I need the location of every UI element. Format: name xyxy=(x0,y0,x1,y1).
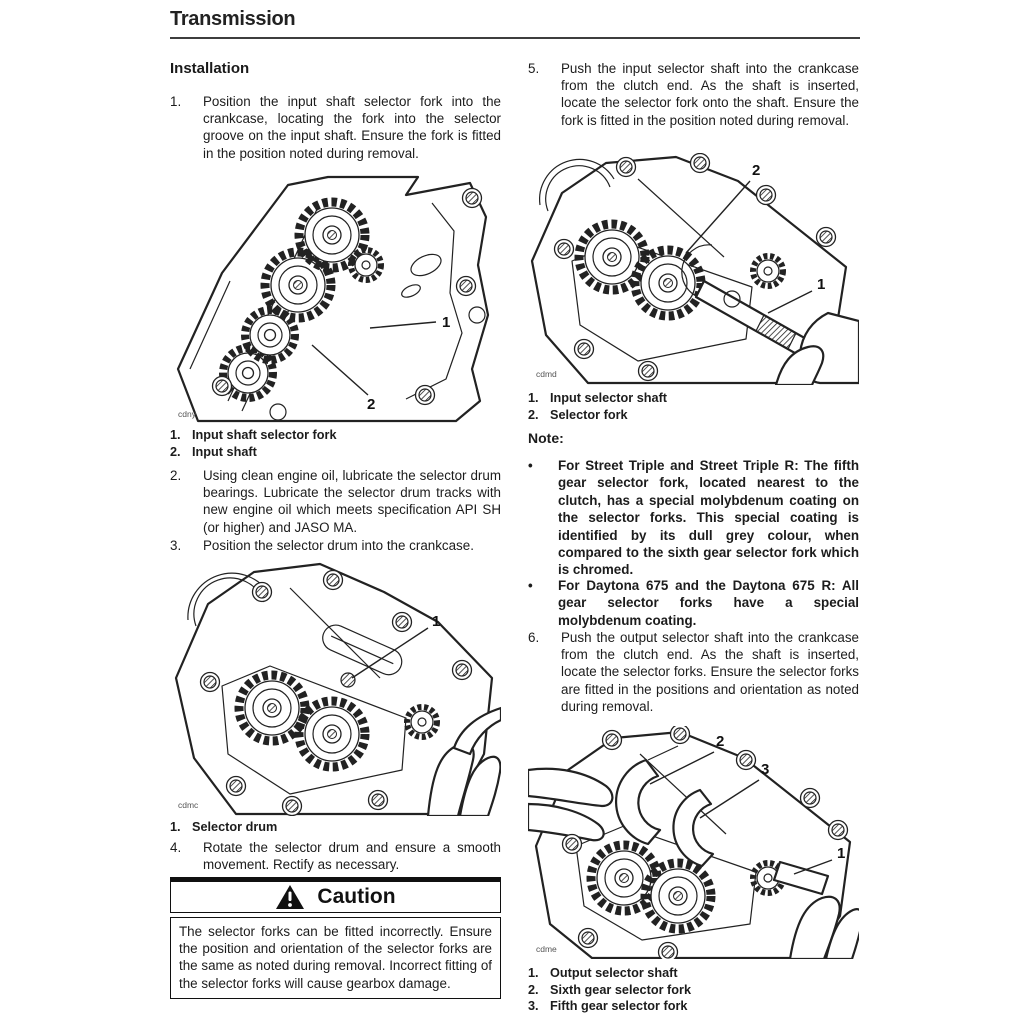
figure4-code: cdme xyxy=(536,944,557,954)
bolt-hole xyxy=(617,158,636,177)
caption-line xyxy=(528,998,859,1015)
step-3-number: 3. xyxy=(170,538,182,553)
note-bullet-1-text: For Street Triple and Street Triple R: The fifth gear selector fork, located nearest to the clutch, has a special molybdenum coating on the selector forks. This special coating is identified by its dull grey colour, when compared to the sixth gear selector fork which is chromed. xyxy=(558,458,859,578)
step-5-text: Push the input selector shaft into the crankcase from the clutch end. As the shaft is inserted, locate the selector fork onto the shaft. Ensure the fork is fitted in the position noted during removal. xyxy=(561,61,859,128)
figure4-caption xyxy=(528,965,859,1015)
figure4-callout-1: 1 xyxy=(837,845,846,862)
figure1-callout-1: 1 xyxy=(442,314,451,331)
caption-label: Selector fork xyxy=(550,407,628,422)
caption-number: 1. xyxy=(170,428,181,442)
section-heading-installation: Installation xyxy=(170,60,250,77)
caption-line xyxy=(170,819,501,836)
step-5 xyxy=(528,60,859,129)
caption-line xyxy=(170,427,501,444)
caution-box xyxy=(170,877,501,999)
caption-label: Output selector shaft xyxy=(550,966,678,980)
caption-label: Sixth gear selector fork xyxy=(550,982,692,997)
step-5-number: 5. xyxy=(528,61,540,76)
step-1-text: Position the input shaft selector fork into the crankcase, locating the fork into the selector groove on the input shaft. Ensure the fork is fitted in the position noted during removal. xyxy=(203,94,501,161)
figure2-callout-1: 1 xyxy=(432,613,441,630)
figure3-callout-1: 1 xyxy=(817,276,826,293)
caption-number: 2. xyxy=(170,444,181,459)
caption-number: 2. xyxy=(528,407,539,422)
caption-number: 3. xyxy=(528,999,539,1014)
figure1-code: cdny xyxy=(178,409,196,419)
figure4-callout-2: 2 xyxy=(716,733,725,750)
step-3 xyxy=(170,537,501,554)
caption-label: Selector drum xyxy=(192,820,278,834)
caution-title: Caution xyxy=(317,885,396,908)
figure-input-shaft-selector-fork xyxy=(170,173,501,425)
caption-line xyxy=(528,390,859,407)
step-6 xyxy=(528,629,859,715)
figure-selector-drum xyxy=(170,558,501,816)
note-bullet-2 xyxy=(528,577,859,629)
figure2-caption xyxy=(170,819,501,836)
step-6-text: Push the output selector shaft into the crankcase from the clutch end. As the shaft is inserted, locate the selector forks. Ensure the selector forks are fitted in the positions and orientation as noted during removal. xyxy=(561,630,859,714)
caption-line xyxy=(528,965,859,982)
page-title: Transmission xyxy=(170,8,296,30)
figure1-callout-2: 2 xyxy=(367,396,376,413)
bolt-hole xyxy=(603,731,622,750)
step-4 xyxy=(170,839,501,873)
caution-body-text: The selector forks can be fitted incorrectly. Ensure the position and orientation of the selector forks are the same as noted during removal. Incorrect fitting of the selector forks will cause gearbox damage. xyxy=(170,917,501,999)
bolt-hole xyxy=(463,189,482,208)
figure3-callout-2: 2 xyxy=(752,162,761,179)
caption-number: 1. xyxy=(528,966,539,980)
figure3-caption xyxy=(528,390,859,423)
step-3-text: Position the selector drum into the crankcase. xyxy=(203,538,474,553)
figure4-callout-3: 3 xyxy=(761,761,770,778)
step-2-text: Using clean engine oil, lubricate the selector drum bearings. Lubricate the selector drum tracks with new engine oil which meets specification API SH (or higher) and JASO MA. xyxy=(203,468,501,535)
caption-line xyxy=(170,444,501,461)
figure-input-selector-shaft xyxy=(528,153,859,385)
figure1-caption xyxy=(170,427,501,460)
step-6-number: 6. xyxy=(528,630,540,645)
caution-warning-icon xyxy=(275,884,305,910)
caution-header xyxy=(170,877,501,913)
caption-label: Input selector shaft xyxy=(550,391,668,405)
step-2 xyxy=(170,467,501,536)
caption-label: Input shaft xyxy=(192,444,257,459)
step-2-number: 2. xyxy=(170,468,182,483)
bolt-hole xyxy=(253,583,272,602)
caption-number: 1. xyxy=(528,391,539,405)
figure3-code: cdmd xyxy=(536,369,557,379)
caption-label: Fifth gear selector fork xyxy=(550,999,688,1014)
note-bullet-1 xyxy=(528,457,859,579)
bullet-marker: • xyxy=(528,458,533,473)
selector-drum-pin xyxy=(341,673,355,687)
caption-number: 2. xyxy=(528,982,539,997)
caption-line xyxy=(528,407,859,424)
caption-label: Input shaft selector fork xyxy=(192,428,337,442)
figure2-code: cdmc xyxy=(178,800,199,810)
bullet-marker: • xyxy=(528,578,533,593)
step-1-number: 1. xyxy=(170,94,182,109)
caption-line xyxy=(528,982,859,999)
figure-output-selector-shaft xyxy=(528,726,859,959)
caption-number: 1. xyxy=(170,820,181,834)
title-rule xyxy=(170,37,860,39)
step-4-text: Rotate the selector drum and ensure a smooth movement. Rectify as necessary. xyxy=(203,840,501,873)
step-1 xyxy=(170,93,501,162)
step-4-number: 4. xyxy=(170,840,182,855)
note-bullet-2-text: For Daytona 675 and the Daytona 675 R: All gear selector forks have a special molybdenum coating. xyxy=(558,578,859,628)
note-heading: Note: xyxy=(528,430,564,446)
